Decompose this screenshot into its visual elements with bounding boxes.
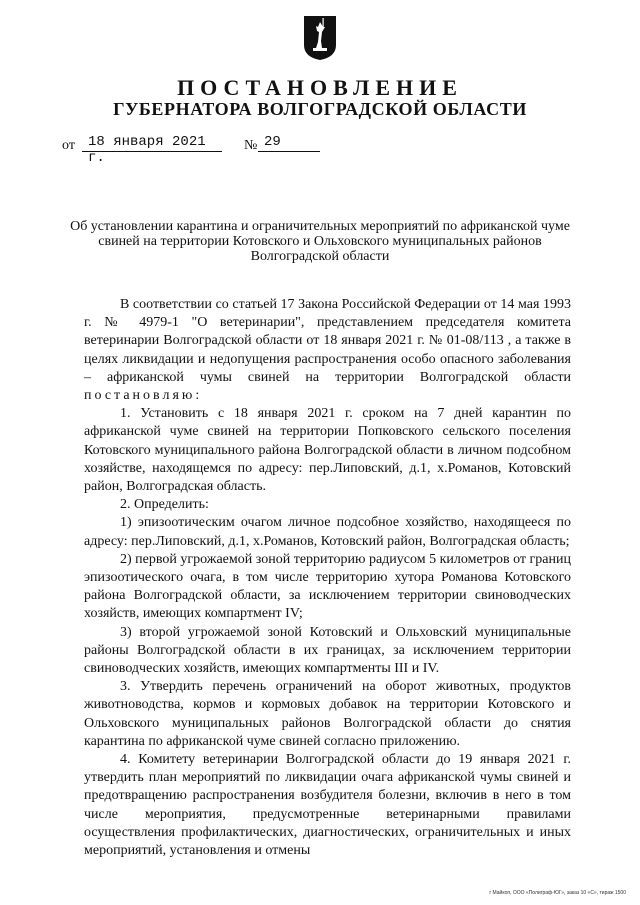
number-label: № (244, 138, 258, 153)
paragraph-2-3: 3) второй угрожаемой зоной Котовский и Ольховский муниципальные районы Волгоградской области в их границах, за исключением территории свиноводческих хозяйств, имеющих компартменты III и IV. (84, 624, 571, 677)
decree-word: постановляю: (84, 388, 203, 404)
body-intro (84, 296, 571, 405)
paragraph-2-2: 2) первой угрожаемой зоной территорию радиусом 5 километров от границ эпизоотического очага, в том числе территорию хутора Романова Котовского района Волгоградской области, за исключением территории свиноводческих хозяйств, имеющих компартмент IV; (84, 551, 571, 622)
paragraph-3: 3. Утвердить перечень ограничений на оборот животных, продуктов животноводства, кормов и кормовых добавок на территории Котовского и Ольховского муниципальных районов Волгоградской области до снятия карантина по африканской чуме свиней согласно приложению. (84, 679, 571, 749)
document-body (84, 296, 571, 860)
paragraph-1: 1. Установить с 18 января 2021 г. сроком на 7 дней карантин по африканской чуме свиней на территории Попковского сельского поселения Котовского муниципального района Волгоградской области в личном подсобном хозяйстве, находящемся по адресу: пер.Липовский, д.1, х.Романов, Котовский район, Волгоградская область. (84, 406, 571, 495)
body-intro-text: В соответствии со статьей 17 Закона Российской Федерации от 14 мая 1993 г. № 4979-1 "О ветеринарии", представлением председателя комитета ветеринарии Волгоградской области от 18 января 2021 г. № 01-08/113 , а также в целях ликвидации и недопущения распространения особо опасного заболевания – африканской чумы свиней на территории Волгоградской области (84, 297, 571, 385)
document-date: 18 января 2021 г. (82, 134, 222, 152)
volgograd-emblem-icon (303, 15, 337, 61)
document-subtitle: ГУБЕРНАТОРА ВОЛГОГРАДСКОЙ ОБЛАСТИ (113, 99, 527, 119)
paragraph-2: 2. Определить: (120, 497, 209, 513)
paragraph-2-1: 1) эпизоотическим очагом личное подсобное хозяйство, находящееся по адресу: пер.Липовский, д.1, х.Романов, Котовский район, Волгоградская область; (84, 515, 571, 549)
document-subject: Об установлении карантина и ограничительных мероприятий по африканской чуме свиней на территории Котовского и Ольховского муниципальных районов Волгоградской области (70, 219, 570, 264)
print-footer: г Майкоп, ООО «Полиграф-ЮГ», заказ 10 «С», тираж 1500 (489, 890, 626, 896)
document-number: 29 (258, 134, 320, 152)
date-from-label: от (62, 138, 75, 153)
paragraph-4: 4. Комитету ветеринарии Волгоградской области до 19 января 2021 г. утвердить план мероприятий по ликвидации очага африканской чумы свиней и предотвращению распространения возбудителя болезни, включив в него в том числе мероприятия, предусмотренные ветеринарными правилами осуществления профилактических, диагностических, ограничительных и иных мероприятий, установления и отмены (84, 752, 571, 859)
document-title: ПОСТАНОВЛЕНИЕ (177, 75, 463, 100)
